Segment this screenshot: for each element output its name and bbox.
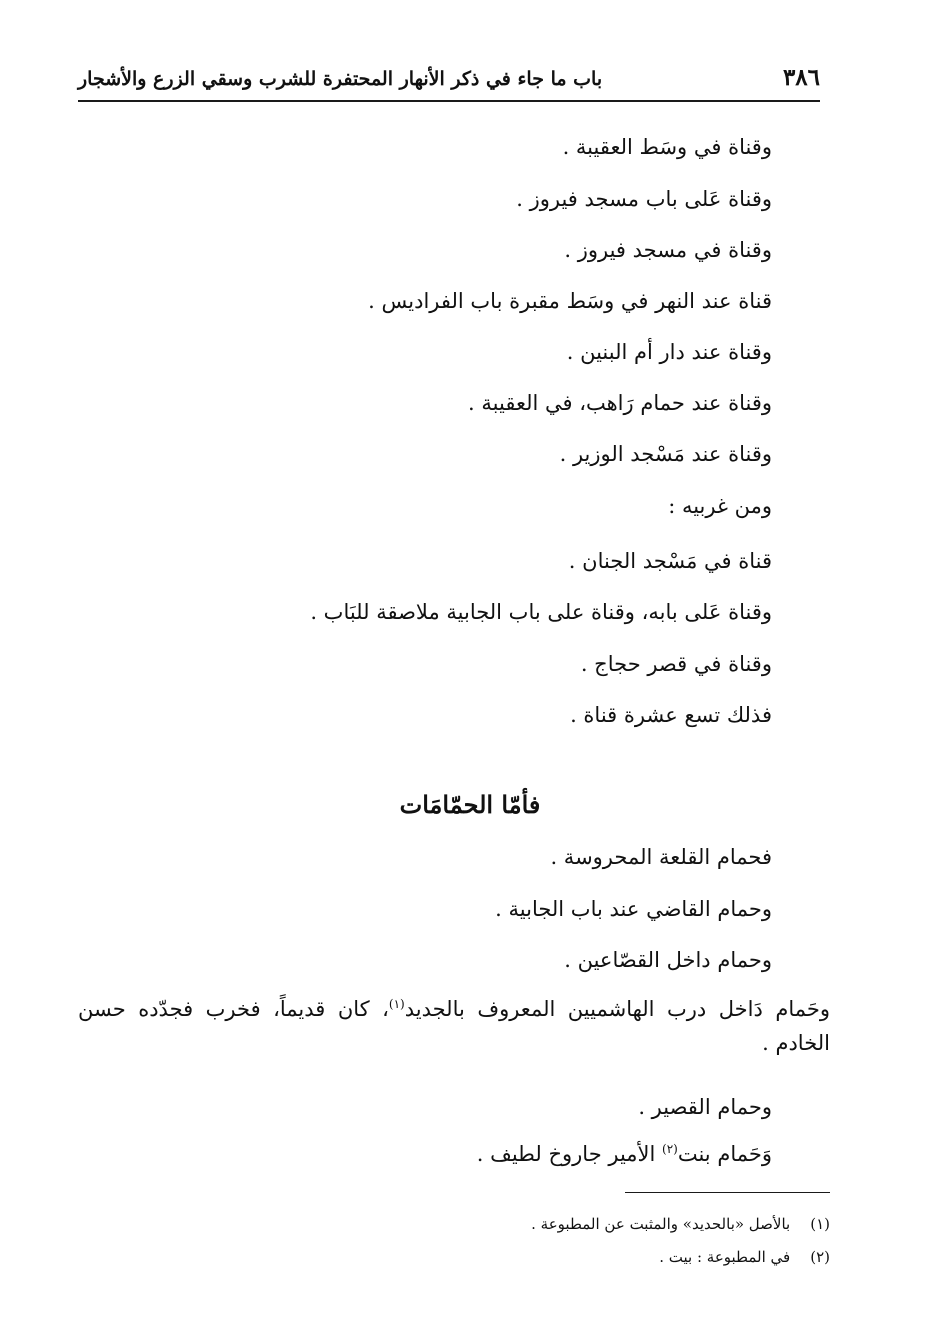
footnote bbox=[659, 1244, 830, 1270]
footnote-text: بالأصل «بالحديد» والمثبت عن المطبوعة . bbox=[531, 1215, 791, 1233]
running-title: باب ما جاء في ذكر الأنهار المحتفرة للشرب وسقي الزرع والأشجار bbox=[78, 68, 603, 90]
text-line: قناة عند النهر في وسَط مقبرة باب الفراديس . bbox=[368, 289, 772, 313]
footnote-divider bbox=[625, 1192, 830, 1193]
footnote bbox=[531, 1211, 830, 1237]
bath-paragraph bbox=[78, 992, 830, 1060]
page-header bbox=[78, 62, 820, 102]
bath-line: وحمام القاضي عند باب الجابية . bbox=[495, 897, 772, 921]
bath-text: ، كان قديماً، فخرب فجدّده حسن الخادم . bbox=[78, 997, 830, 1055]
text-line: وقناة عند حمام رَاهب، في العقيبة . bbox=[468, 391, 772, 415]
bath-line: فحمام القلعة المحروسة . bbox=[550, 845, 772, 869]
footnote-number: (١) bbox=[810, 1215, 830, 1233]
text-line: ومن غربيه : bbox=[668, 494, 772, 518]
text-line: فذلك تسع عشرة قناة . bbox=[570, 703, 772, 727]
bath-line: وحمام داخل القصّاعين . bbox=[564, 948, 772, 972]
text-line: قناة في مَسْجد الجنان . bbox=[568, 549, 772, 573]
text-line: وقناة في قصر حجاج . bbox=[580, 652, 772, 676]
footnote-number: (٢) bbox=[810, 1248, 830, 1266]
bath-text: وَحَمام بنت bbox=[677, 1142, 772, 1166]
bath-text: الأمير جاروخ لطيف . bbox=[476, 1142, 663, 1166]
footnote-ref: (١) bbox=[388, 997, 405, 1011]
bath-line bbox=[477, 1137, 772, 1171]
page-number: ٣٨٦ bbox=[782, 64, 820, 91]
bath-text: وحَمام دَاخل درب الهاشميين المعروف بالجديد bbox=[404, 997, 830, 1021]
text-line: وقناة عند مَسْجد الوزير . bbox=[559, 442, 772, 466]
text-line: وقناة عَلى بابه، وقناة على باب الجابية ملاصقة للبَاب . bbox=[310, 600, 772, 624]
footnote-text: في المطبوعة : بيت . bbox=[659, 1248, 791, 1266]
bath-line: وحمام القصير . bbox=[638, 1095, 772, 1119]
text-line: وقناة في مسجد فيروز . bbox=[564, 238, 772, 262]
section-heading: فأمّا الحمّامَات bbox=[399, 790, 541, 819]
footnote-ref: (٢) bbox=[662, 1142, 678, 1156]
text-line: وقناة عند دار أم البنين . bbox=[566, 340, 772, 364]
text-line: وقناة في وسَط العقيبة . bbox=[562, 135, 772, 159]
text-line: وقناة عَلى باب مسجد فيروز . bbox=[516, 187, 772, 211]
